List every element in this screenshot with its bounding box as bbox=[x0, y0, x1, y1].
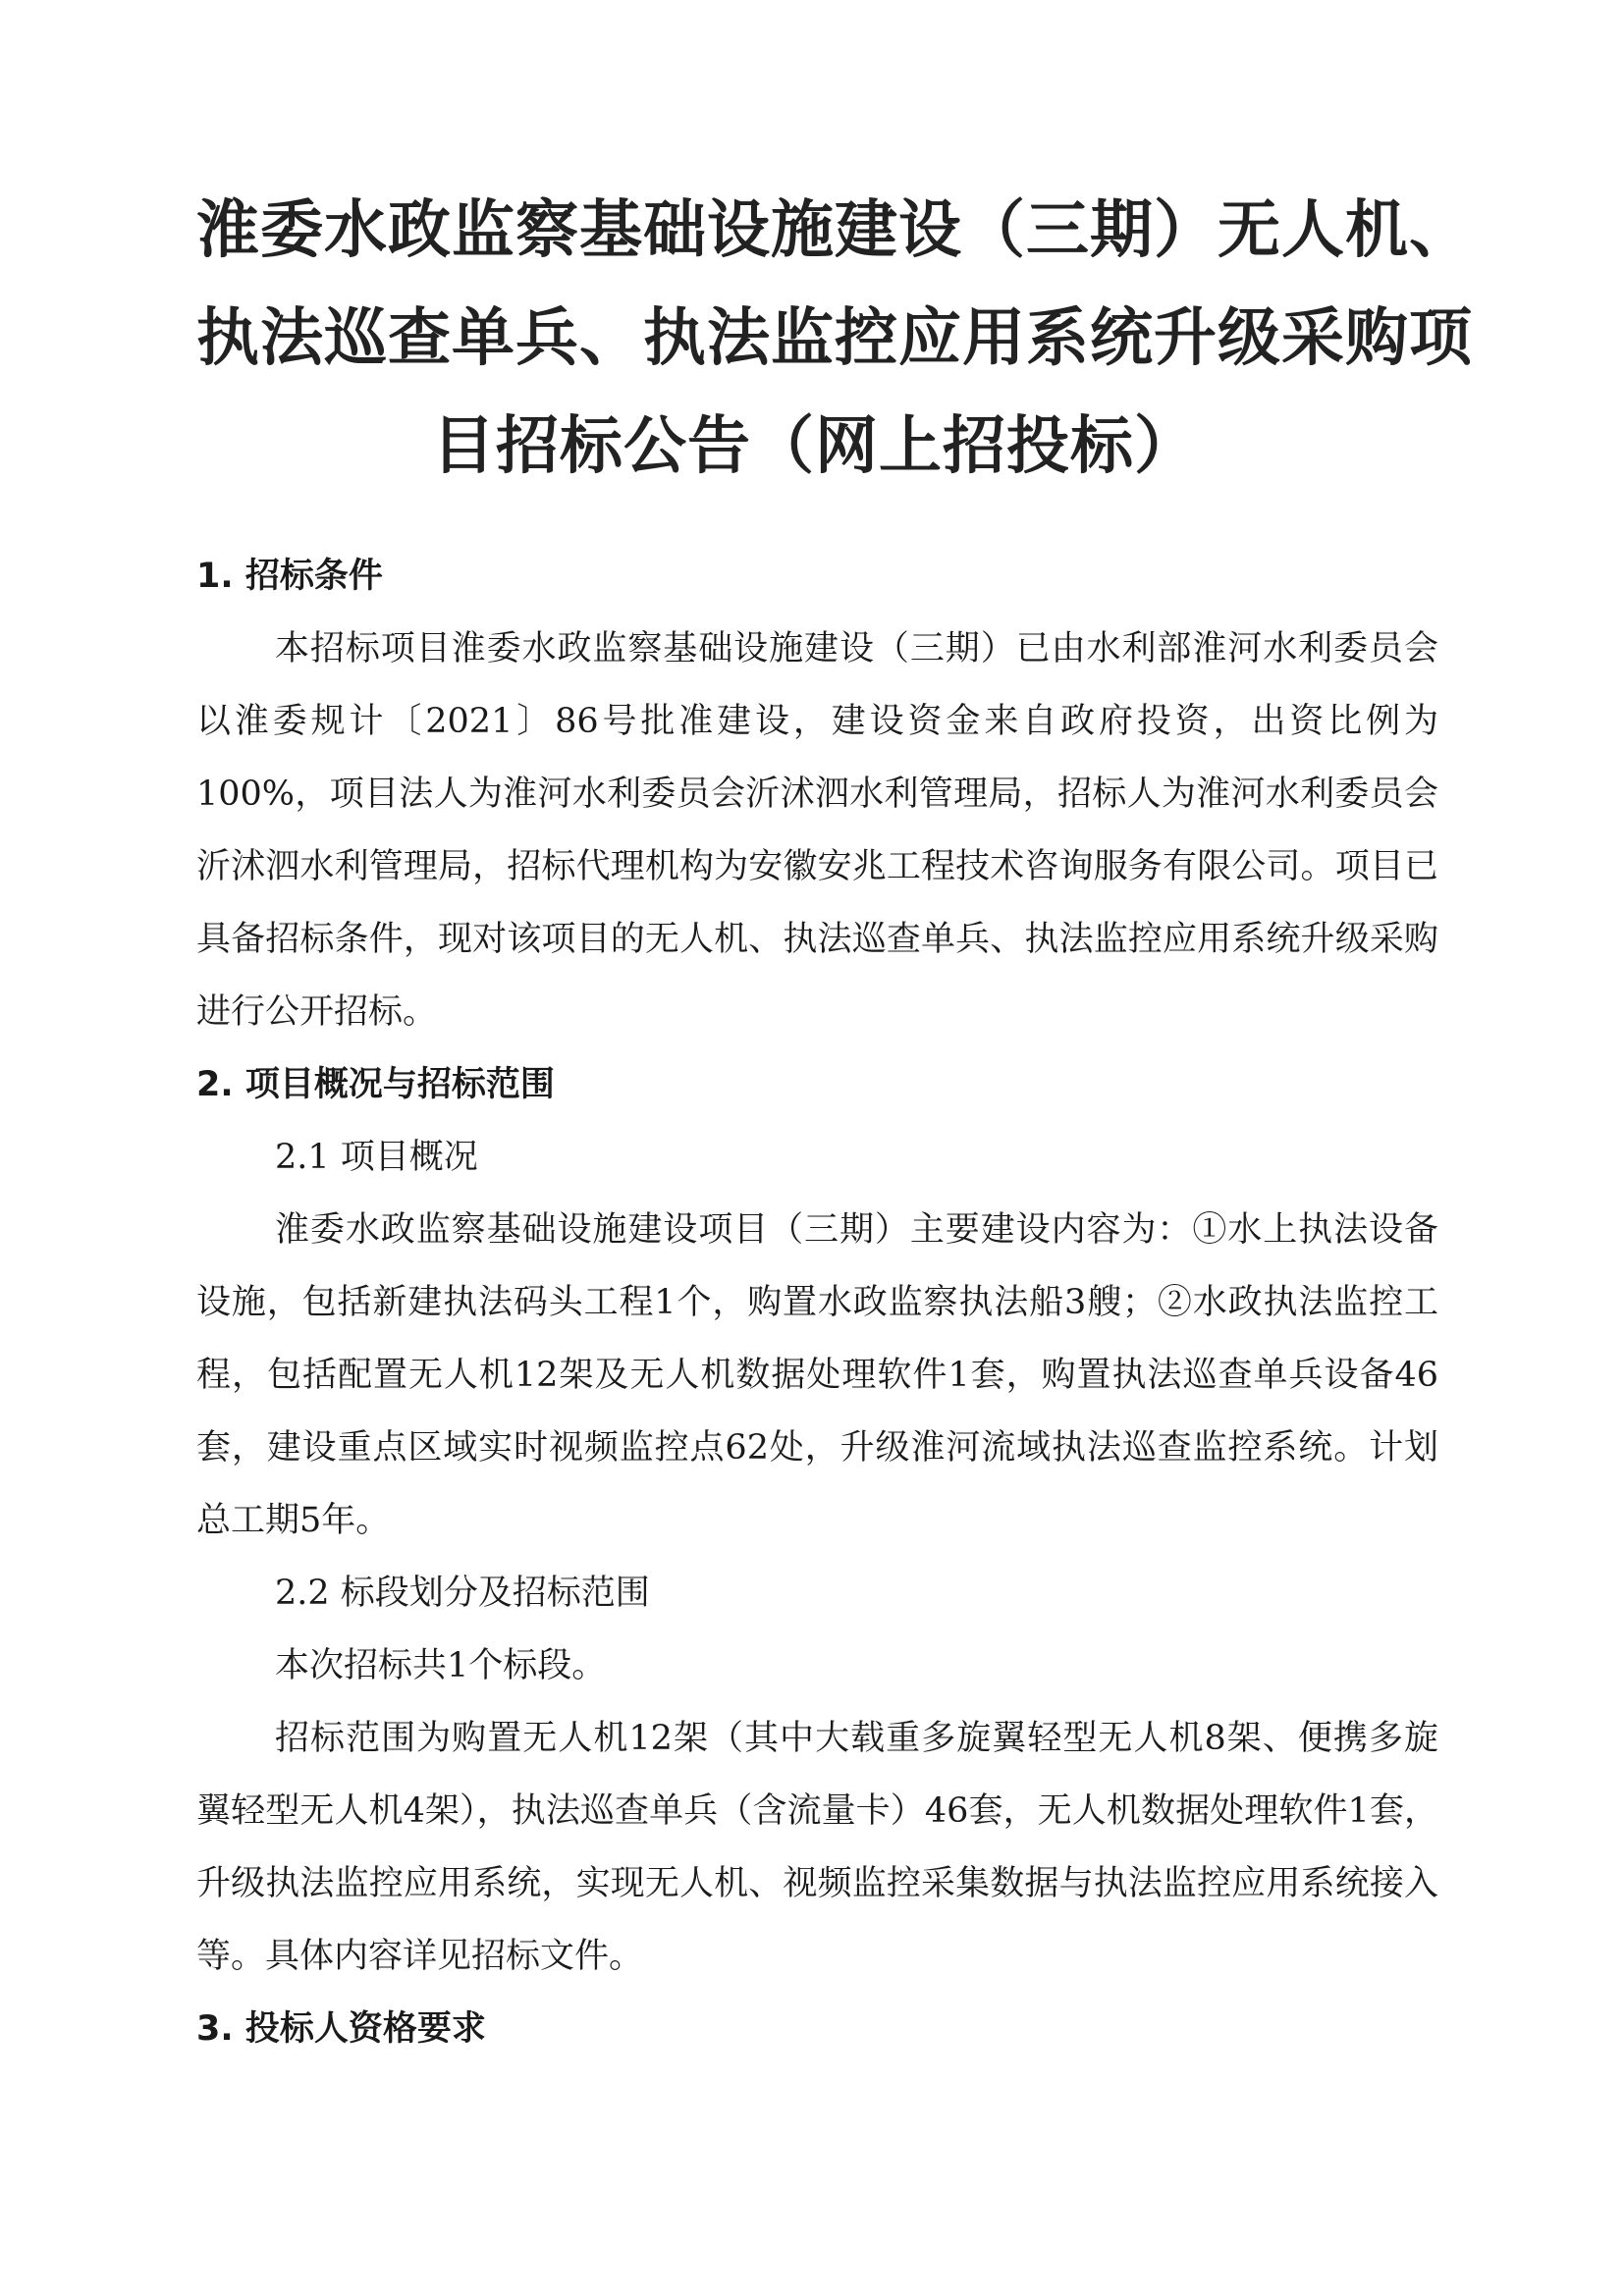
section-2-heading: 2. 项目概况与招标范围 bbox=[196, 1065, 555, 1104]
section-2-2-paragraph-1: 本次招标共1个标段。 bbox=[275, 1646, 607, 1685]
section-2-1-heading: 2.1 项目概况 bbox=[275, 1138, 478, 1177]
section-3-heading: 3. 投标人资格要求 bbox=[196, 2009, 486, 2049]
section-2-2-paragraph-2: 招标范围为购置无人机12架（其中大载重多旋翼轻型无人机8架、便携多旋翼轻型无人机4架），执法巡查单兵（含流量卡）46套，无人机数据处理软件1套，升级执法监控应用系统，实现无人机、视频监控采集数据与执法监控应用系统接入等。具体内容详见招标文件。 bbox=[196, 1719, 1438, 1976]
section-1-paragraph: 本招标项目淮委水政监察基础设施建设（三期）已由水利部淮河水利委员会以淮委规计〔2021〕86号批准建设，建设资金来自政府投资，出资比例为100%，项目法人为淮河水利委员会沂沭泗水利管理局，招标人为淮河水利委员会沂沭泗水利管理局，招标代理机构为安徽安兆工程技术咨询服务有限公司。项目已具备招标条件，现对该项目的无人机、执法巡查单兵、执法监控应用系统升级采购进行公开招标。 bbox=[196, 629, 1438, 1032]
title-line-3: 目招标公告（网上招投标） bbox=[432, 410, 1198, 483]
document-title bbox=[196, 177, 1473, 501]
document-body bbox=[196, 540, 1438, 2065]
section-1-heading: 1. 招标条件 bbox=[196, 557, 383, 596]
title-line-2: 执法巡查单兵、执法监控应用系统升级采购项 bbox=[196, 302, 1473, 375]
title-line-1: 淮委水政监察基础设施建设（三期）无人机、 bbox=[196, 194, 1473, 267]
section-2-1-paragraph: 淮委水政监察基础设施建设项目（三期）主要建设内容为：①水上执法设备设施，包括新建执法码头工程1个，购置水政监察执法船3艘；②水政执法监控工程，包括配置无人机12架及无人机数据处理软件1套，购置执法巡查单兵设备46套，建设重点区域实时视频监控点62处，升级淮河流域执法巡查监控系统。计划总工期5年。 bbox=[196, 1210, 1438, 1540]
section-2-2-heading: 2.2 标段划分及招标范围 bbox=[275, 1574, 650, 1613]
